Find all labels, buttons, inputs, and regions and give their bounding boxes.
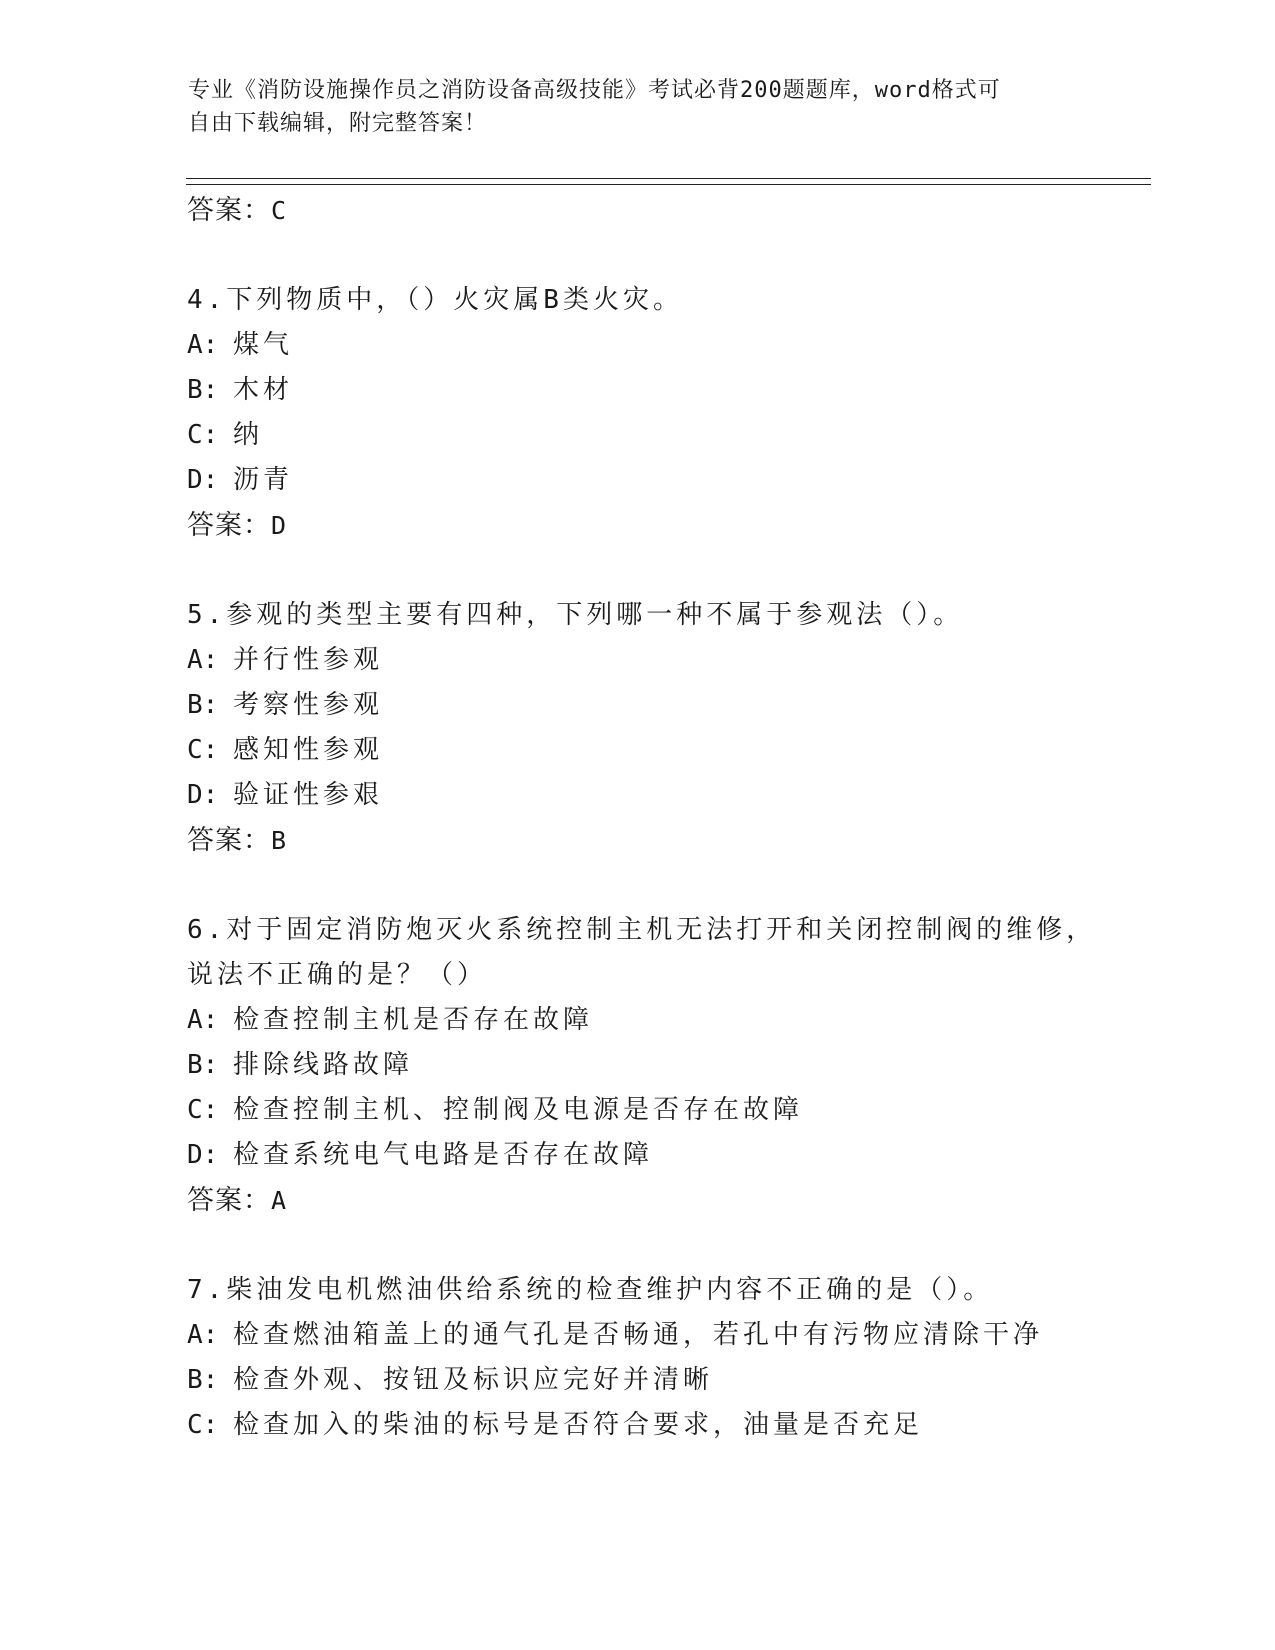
option-text: 检查控制主机、控制阀及电源是否存在故障 [233,1095,804,1125]
option-text: 考察性参观 [233,690,384,720]
option-text: 排除线路故障 [233,1050,414,1080]
option-c [187,728,1147,773]
option-letter: D: [187,780,219,810]
answer-value: D [271,511,288,540]
header-line-2: 自由下载编辑，附完整答案！ [188,111,488,136]
option-text: 沥青 [233,465,294,495]
option-text: 并行性参观 [233,645,384,675]
question-text: 5.参观的类型主要有四种，下列哪一种不属于参观法（）。 [187,600,964,630]
option-a [187,998,1147,1043]
question-6 [187,908,1147,1224]
option-d [187,458,1147,503]
option-letter: C: [187,420,219,450]
question-text-line-1: 6.对于固定消防炮灭火系统控制主机无法打开和关闭控制阀的维修， [187,915,1097,945]
option-a [187,1313,1147,1358]
question-list [187,188,1147,1448]
document-header [188,74,1088,140]
answer-label: 答案： [187,195,271,226]
question-4 [187,278,1147,549]
option-text: 验证性参艰 [233,780,384,810]
option-letter: B: [187,1365,219,1395]
option-d [187,1133,1147,1178]
option-text: 煤气 [233,330,294,360]
option-text: 木材 [233,375,294,405]
question-text: 4.下列物质中，（）火灾属B类火灾。 [187,285,683,315]
option-letter: A: [187,1320,219,1350]
option-text: 纳 [233,420,264,450]
option-letter: C: [187,1410,219,1440]
header-line-1: 专业《消防设施操作员之消防设备高级技能》考试必背200题题库，word格式可 [188,78,1001,103]
option-text: 检查外观、按钮及标识应完好并清晰 [233,1365,714,1395]
option-letter: A: [187,330,219,360]
option-b [187,683,1147,728]
answer-line [187,1178,1147,1224]
answer-line [187,503,1147,549]
option-c [187,1403,1147,1448]
option-letter: A: [187,1005,219,1035]
answer-label: 答案： [187,825,271,856]
question-text: 7.柴油发电机燃油供给系统的检查维护内容不正确的是（）。 [187,1275,994,1305]
option-text: 检查系统电气电路是否存在故障 [233,1140,654,1170]
option-c [187,413,1147,458]
question-7 [187,1268,1147,1448]
answer-label: 答案： [187,510,271,541]
option-b [187,1358,1147,1403]
answer-line [187,188,1147,234]
option-letter: B: [187,690,219,720]
option-letter: C: [187,735,219,765]
answer-label: 答案： [187,1185,271,1216]
option-a [187,323,1147,368]
option-letter: B: [187,375,219,405]
answer-value: B [271,826,288,855]
answer-line [187,818,1147,864]
option-letter: B: [187,1050,219,1080]
option-text: 感知性参观 [233,735,384,765]
answer-value: A [271,1186,288,1215]
option-d [187,773,1147,818]
option-text: 检查控制主机是否存在故障 [233,1005,594,1035]
option-letter: D: [187,1140,219,1170]
option-letter: C: [187,1095,219,1125]
answer-value: C [271,196,288,225]
option-a [187,638,1147,683]
header-divider [186,178,1151,185]
option-letter: D: [187,465,219,495]
option-c [187,1088,1147,1133]
option-b [187,368,1147,413]
option-letter: A: [187,645,219,675]
option-b [187,1043,1147,1088]
question-5 [187,593,1147,864]
option-text: 检查燃油箱盖上的通气孔是否畅通，若孔中有污物应清除干净 [233,1320,1044,1350]
option-text: 检查加入的柴油的标号是否符合要求，油量是否充足 [233,1410,924,1440]
question-text-line-2: 说法不正确的是？（） [187,960,488,990]
